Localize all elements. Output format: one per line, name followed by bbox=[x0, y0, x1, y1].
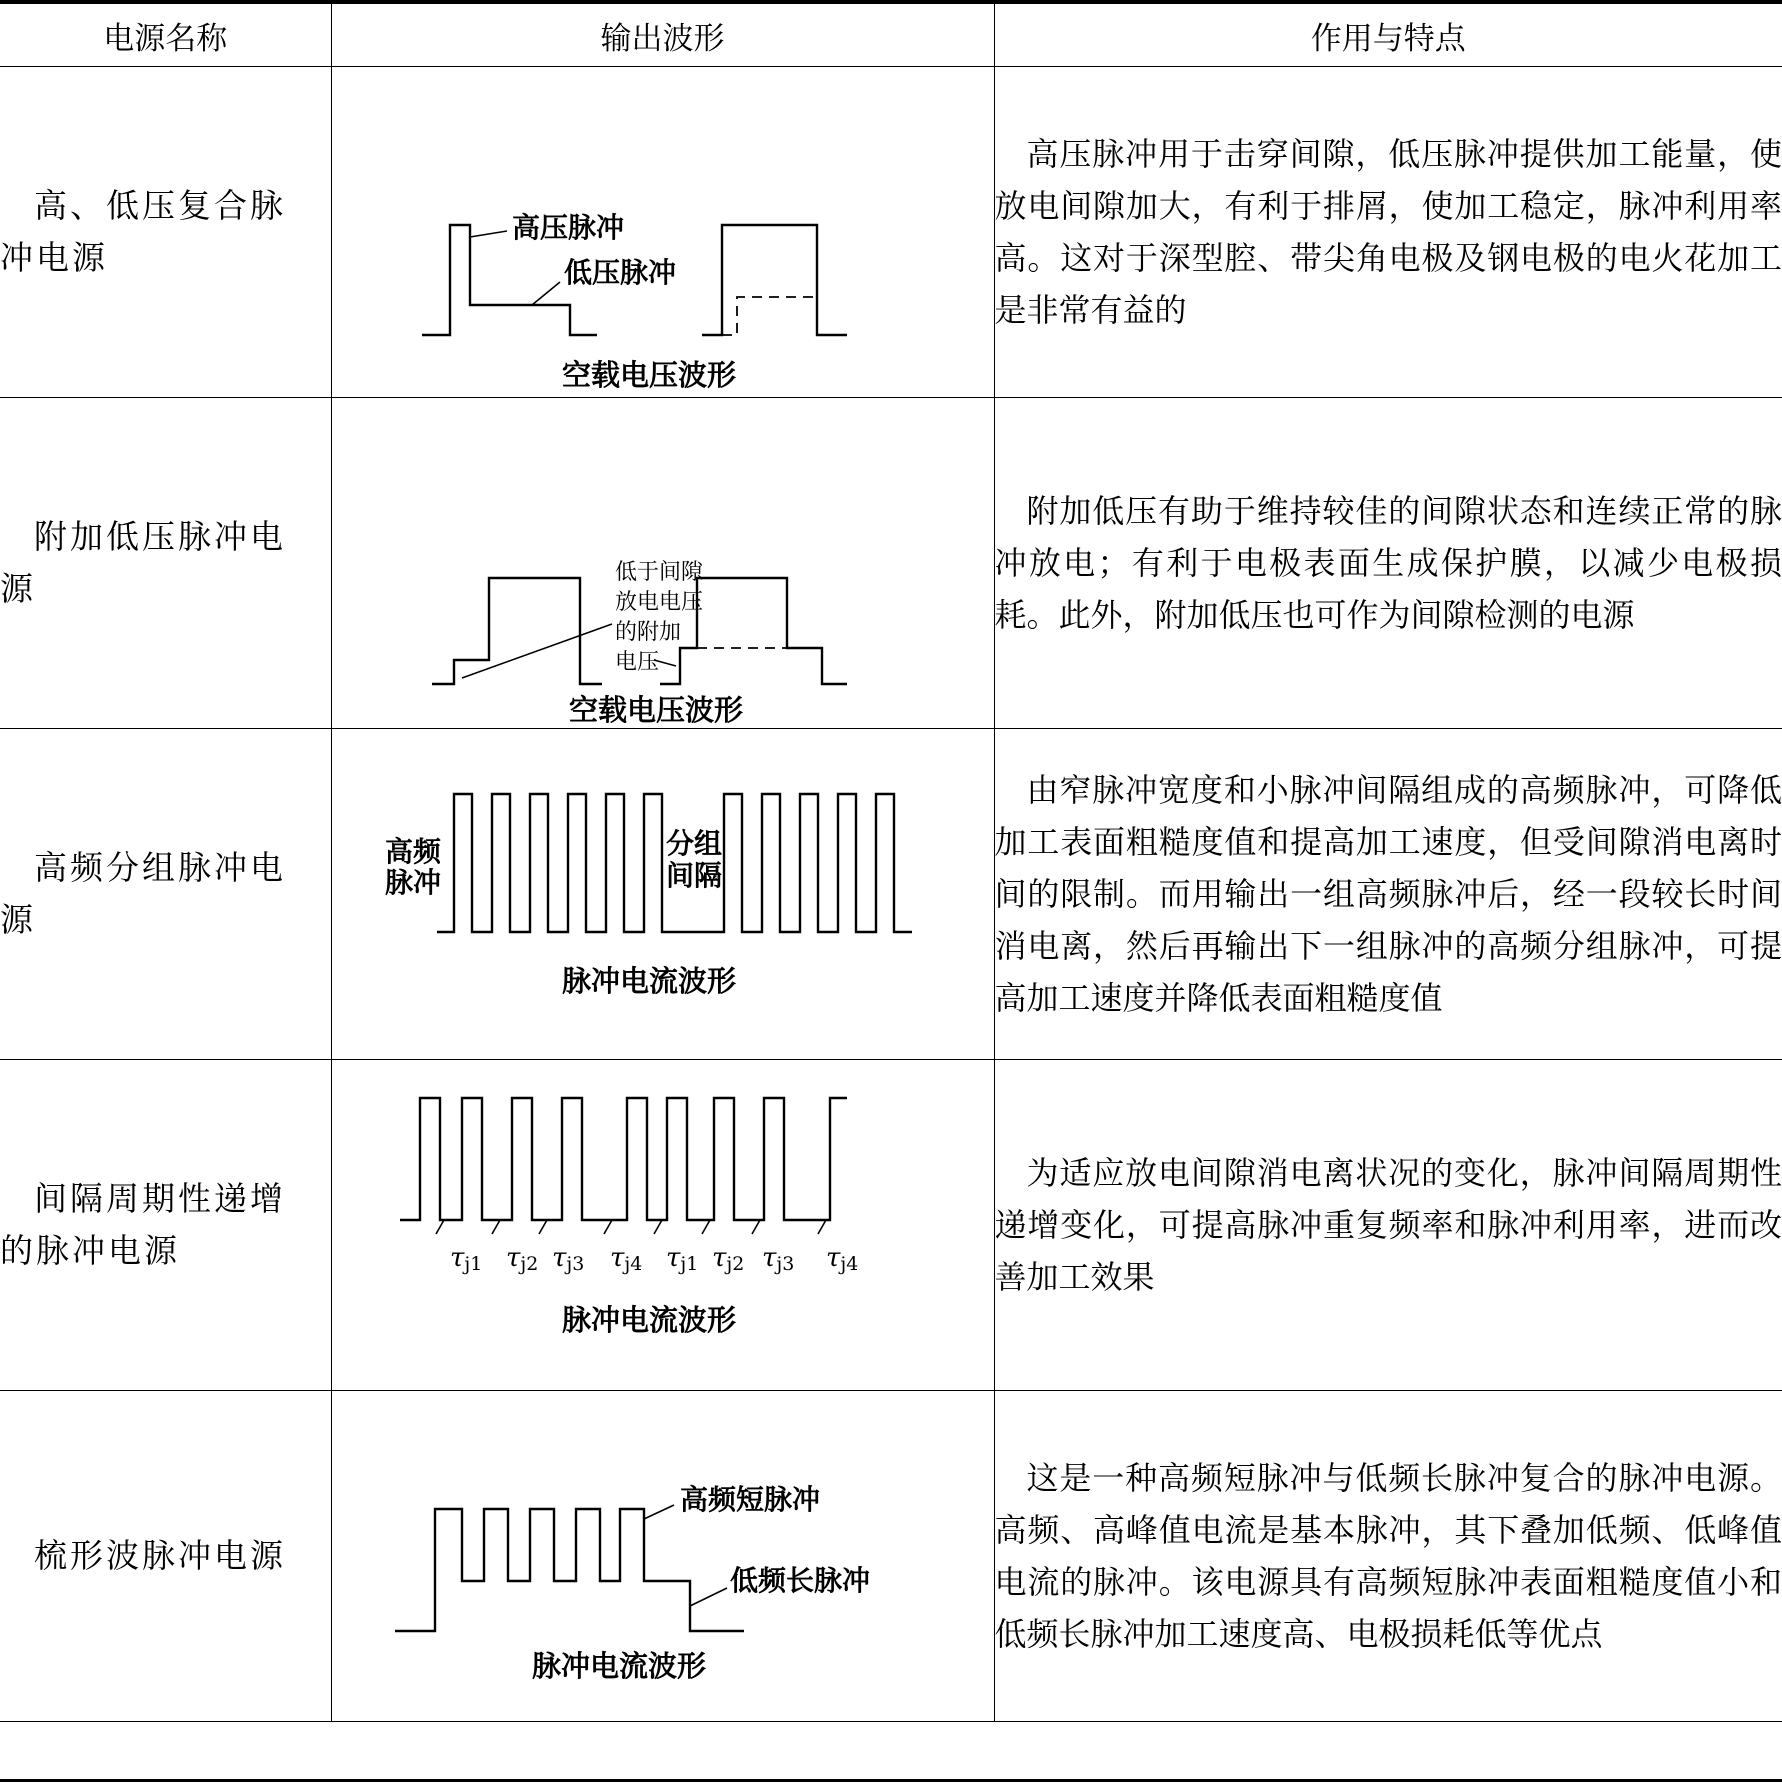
waveform-comb bbox=[332, 1391, 995, 1721]
waveform-caption: 空载电压波形 bbox=[561, 358, 736, 392]
leader-line bbox=[492, 1220, 500, 1234]
label-additional-voltage-line3: 的附加 bbox=[614, 620, 681, 645]
header-row bbox=[0, 4, 1782, 67]
power-name-line1: 附加低压脉冲电 bbox=[34, 517, 286, 556]
waveform-additional-low-voltage bbox=[332, 398, 995, 728]
leader-line bbox=[470, 231, 507, 237]
description-cell: 附加低压有助于维持较佳的间隙状态和连续正常的脉冲放电；有利于电极表面生成保护膜，以减少电极损耗。此外，附加低压也可作为间隙检测的电源 bbox=[994, 398, 1782, 729]
description-cell: 为适应放电间隙消电离状况的变化，脉冲间隔周期性递增变化，可提高脉冲重复频率和脉冲利用率，进而改善加工效果 bbox=[994, 1060, 1782, 1391]
waveform-trace bbox=[395, 1509, 744, 1631]
waveform-cell bbox=[331, 398, 994, 729]
label-high-frequency-short-pulse: 高频短脉冲 bbox=[679, 1483, 820, 1516]
description-cell: 这是一种高频短脉冲与低频长脉冲复合的脉冲电源。高频、高峰值电流是基本脉冲，其下叠加低频、低峰值电流的脉冲。该电源具有高频短脉冲表面粗糙度值小和低频长脉冲加工速度高、电极损耗低等优点 bbox=[994, 1391, 1782, 1722]
power-name-line1: 间隔周期性递增 bbox=[34, 1179, 286, 1218]
label-additional-voltage-line1: 低于间隙 bbox=[614, 560, 703, 585]
power-name-line2: 源 bbox=[0, 900, 36, 939]
table-row bbox=[0, 729, 1782, 1060]
power-name-line2: 冲电源 bbox=[0, 238, 108, 277]
leader-line bbox=[604, 1220, 612, 1234]
waveform-grouped-high-frequency bbox=[332, 729, 995, 1059]
leader-line bbox=[436, 1220, 444, 1234]
table-row bbox=[0, 67, 1782, 398]
power-name-line2: 的脉冲电源 bbox=[0, 1231, 180, 1270]
label-group-interval-line1: 分组 bbox=[665, 827, 722, 860]
label-low-voltage-pulse: 低压脉冲 bbox=[563, 256, 676, 289]
waveform-increasing-interval bbox=[332, 1060, 995, 1390]
leader-line bbox=[702, 1220, 710, 1234]
label-additional-voltage-line2: 放电电压 bbox=[614, 590, 703, 615]
waveform-caption: 脉冲电流波形 bbox=[561, 964, 736, 998]
waveform-trace bbox=[400, 1098, 847, 1220]
power-name-line1: 高频分组脉冲电 bbox=[34, 848, 286, 887]
leader-line bbox=[532, 282, 560, 305]
label-low-frequency-long-pulse: 低频长脉冲 bbox=[729, 1564, 870, 1597]
power-name-line1: 高、低压复合脉 bbox=[34, 186, 286, 225]
tau-j3-label: τj3 bbox=[761, 1243, 794, 1275]
waveform-trace bbox=[702, 225, 847, 335]
description-cell: 由窄脉冲宽度和小脉冲间隔组成的高频脉冲，可降低加工表面粗糙度值和提高加工速度，但受间隙消电离时间的限制。而用输出一组高频脉冲后，经一段较长时间消电离，然后再输出下一组脉冲的高频分组脉冲，可提高加工速度并降低表面粗糙度值 bbox=[994, 729, 1782, 1060]
waveform-caption: 空载电压波形 bbox=[568, 693, 743, 727]
leader-line bbox=[654, 1220, 662, 1234]
dashed-level bbox=[722, 297, 817, 335]
power-name-cell bbox=[0, 1060, 331, 1391]
power-supply-table bbox=[0, 4, 1782, 1722]
power-name-cell bbox=[0, 398, 331, 729]
bottom-rule bbox=[0, 1779, 1782, 1782]
label-additional-voltage-line4: 电压 bbox=[614, 650, 659, 675]
power-name-line1: 梳形波脉冲电源 bbox=[34, 1536, 286, 1575]
waveform-cell bbox=[331, 729, 994, 1060]
power-name-line2: 源 bbox=[0, 569, 36, 608]
power-name-cell bbox=[0, 1391, 331, 1722]
tau-j1-label: τj1 bbox=[449, 1243, 482, 1275]
leader-line bbox=[752, 1220, 760, 1234]
waveform-caption: 脉冲电流波形 bbox=[531, 1649, 706, 1683]
tau-j2-label: τj2 bbox=[711, 1243, 744, 1275]
label-high-frequency-line1: 高频 bbox=[384, 835, 441, 868]
header-function-features: 作用与特点 bbox=[994, 4, 1782, 67]
waveform-cell bbox=[331, 1060, 994, 1391]
tau-j4-label: τj4 bbox=[825, 1243, 858, 1275]
table-row bbox=[0, 398, 1782, 729]
waveform-trace bbox=[432, 578, 602, 684]
waveform-cell bbox=[331, 1391, 994, 1722]
description-cell: 高压脉冲用于击穿间隙，低压脉冲提供加工能量，使放电间隙加大，有利于排屑，使加工稳定，脉冲利用率高。这对于深型腔、带尖角电极及钢电极的电火花加工是非常有益的 bbox=[994, 67, 1782, 398]
leader-line bbox=[818, 1220, 826, 1234]
leader-line bbox=[539, 1220, 547, 1234]
power-name-cell bbox=[0, 729, 331, 1060]
power-name-cell bbox=[0, 67, 331, 398]
header-output-waveform: 输出波形 bbox=[331, 4, 994, 67]
tau-j2-label: τj2 bbox=[505, 1243, 538, 1275]
tau-j3-label: τj3 bbox=[551, 1243, 584, 1275]
header-power-name: 电源名称 bbox=[0, 4, 331, 67]
table-row bbox=[0, 1060, 1782, 1391]
leader-line bbox=[690, 1588, 727, 1606]
waveform-caption: 脉冲电流波形 bbox=[561, 1303, 736, 1337]
waveform-cell bbox=[331, 67, 994, 398]
tau-j1-label: τj1 bbox=[665, 1243, 698, 1275]
waveform-hv-lv-composite bbox=[332, 67, 995, 397]
leader-line bbox=[462, 624, 612, 678]
label-high-frequency-line2: 脉冲 bbox=[384, 866, 441, 899]
label-high-voltage-pulse: 高压脉冲 bbox=[511, 211, 624, 244]
leader-line bbox=[644, 1505, 674, 1519]
tau-j4-label: τj4 bbox=[609, 1243, 642, 1275]
table-row bbox=[0, 1391, 1782, 1722]
label-group-interval-line2: 间隔 bbox=[665, 859, 722, 892]
